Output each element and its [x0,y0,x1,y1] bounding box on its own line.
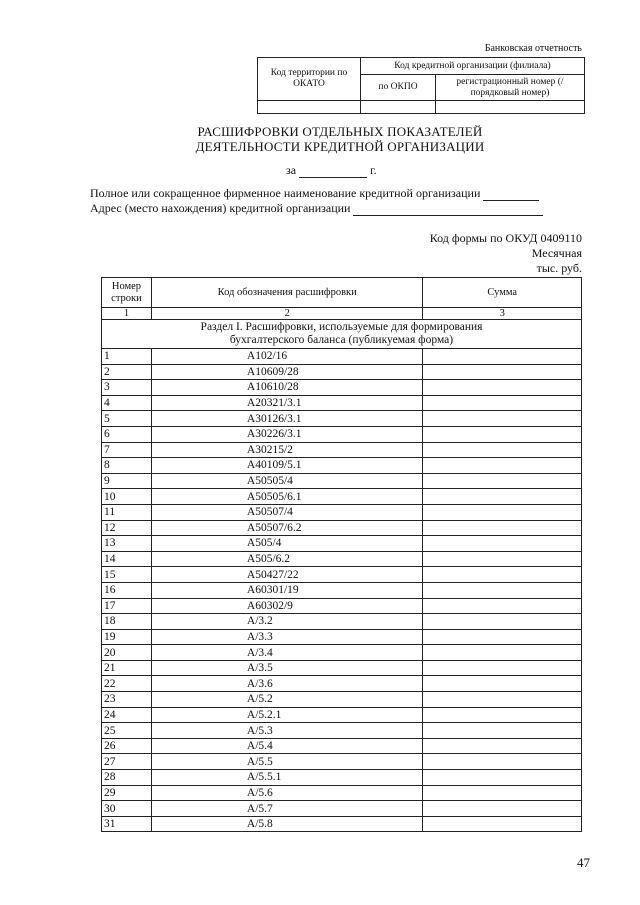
page-title-line1: РАСШИФРОВКИ ОТДЕЛЬНЫХ ПОКАЗАТЕЛЕЙ [197,124,483,139]
table-header-row [102,278,582,308]
row-amount-cell[interactable] [423,458,582,474]
section-title-line2: бухгалтерского баланса (публикуемая форма) [229,334,454,346]
row-code-cell: А30126/3.1 [151,411,423,427]
period-field[interactable] [299,177,367,178]
row-amount-cell[interactable] [423,442,582,458]
okpo-value-cell[interactable] [361,101,436,114]
table-row [102,395,582,411]
row-number-cell: 18 [102,614,152,630]
row-amount-cell[interactable] [423,489,582,505]
org-address-label: Адрес (место нахождения) кредитной организации [90,201,351,215]
row-amount-cell[interactable] [423,754,582,770]
row-code-cell: А/3.6 [151,676,423,692]
row-amount-cell[interactable] [423,723,582,739]
bank-reporting-label: Банковская отчетность [484,43,582,54]
row-number-cell: 24 [102,707,152,723]
row-code-cell: А/5.8 [151,816,423,832]
row-amount-cell[interactable] [423,504,582,520]
row-number-cell: 14 [102,551,152,567]
table-row [102,567,582,583]
org-name-line [90,186,539,201]
row-code-cell: А/5.6 [151,785,423,801]
row-code-cell: А10609/28 [151,364,423,380]
table-row [102,801,582,817]
page-title-line2: ДЕЯТЕЛЬНОСТИ КРЕДИТНОЙ ОРГАНИЗАЦИИ [195,139,485,154]
col-header-row-number: Номер строки [102,278,152,308]
credit-org-code-label: Код кредитной организации (филиала) [361,58,585,75]
period-prefix: за [286,163,297,177]
table-row [102,551,582,567]
row-amount-cell[interactable] [423,520,582,536]
table-row [102,489,582,505]
section-title-line1: Раздел I. Расшифровки, используемые для формирования [200,321,483,333]
row-amount-cell[interactable] [423,816,582,832]
row-code-cell: А/5.5 [151,754,423,770]
row-code-cell: А/5.2.1 [151,707,423,723]
row-number-cell: 2 [102,364,152,380]
row-code-cell: А30215/2 [151,442,423,458]
section-row [102,320,582,349]
row-number-cell: 17 [102,598,152,614]
row-number-cell: 11 [102,504,152,520]
form-period: Месячная [531,246,582,260]
okpo-label: по ОКПО [361,75,436,101]
row-code-cell: А50507/6.2 [151,520,423,536]
row-amount-cell[interactable] [423,582,582,598]
okud-code: Код формы по ОКУД 0409110 [429,231,582,245]
org-address-field[interactable] [353,215,543,216]
col-header-code: Код обозначения расшифровки [151,278,423,308]
table-row [102,660,582,676]
row-amount-cell[interactable] [423,364,582,380]
row-code-cell: А/5.4 [151,738,423,754]
table-row [102,442,582,458]
table-row [102,645,582,661]
row-code-cell: А50427/22 [151,567,423,583]
row-amount-cell[interactable] [423,614,582,630]
row-code-cell: А/5.7 [151,801,423,817]
section-title [102,320,582,349]
row-number-cell: 16 [102,582,152,598]
row-number-cell: 20 [102,645,152,661]
row-code-cell: А10610/28 [151,380,423,396]
form-units: тыс. руб. [536,261,582,275]
table-row [102,676,582,692]
table-row [102,380,582,396]
row-amount-cell[interactable] [423,473,582,489]
okato-label: Код территории по ОКАТО [258,58,361,101]
row-number-cell: 28 [102,770,152,786]
table-row [102,692,582,708]
table-row [102,411,582,427]
row-code-cell: А505/6.2 [151,551,423,567]
table-row [102,582,582,598]
table-row [102,629,582,645]
table-row [102,770,582,786]
header-codes-table [257,57,585,114]
row-amount-cell[interactable] [423,598,582,614]
row-code-cell: А20321/3.1 [151,395,423,411]
col-number-1: 1 [102,308,152,320]
row-code-cell: А/3.2 [151,614,423,630]
row-amount-cell[interactable] [423,660,582,676]
row-amount-cell[interactable] [423,380,582,396]
row-number-cell: 22 [102,676,152,692]
row-code-cell: А30226/3.1 [151,426,423,442]
row-amount-cell[interactable] [423,411,582,427]
table-row [102,738,582,754]
row-number-cell: 3 [102,380,152,396]
table-row [102,536,582,552]
table-row [102,785,582,801]
row-code-cell: А/5.2 [151,692,423,708]
row-number-cell: 4 [102,395,152,411]
row-code-cell: А60301/19 [151,582,423,598]
row-amount-cell[interactable] [423,395,582,411]
row-amount-cell[interactable] [423,770,582,786]
page-number: 47 [577,855,590,870]
okato-value-cell[interactable] [258,101,361,114]
row-number-cell: 12 [102,520,152,536]
col-number-3: 3 [423,308,582,320]
row-amount-cell[interactable] [423,645,582,661]
row-amount-cell[interactable] [423,551,582,567]
row-amount-cell[interactable] [423,629,582,645]
column-number-row [102,308,582,320]
reg-number-value-cell[interactable] [436,101,585,114]
row-number-cell: 26 [102,738,152,754]
row-number-cell: 25 [102,723,152,739]
row-code-cell: А102/16 [151,349,423,365]
row-code-cell: А50505/4 [151,473,423,489]
col-header-amount: Сумма [423,278,582,308]
row-amount-cell[interactable] [423,801,582,817]
reg-number-label: регистрационный номер (/порядковый номер) [436,75,585,101]
row-number-cell: 9 [102,473,152,489]
period-suffix: г. [370,163,377,177]
row-amount-cell[interactable] [423,676,582,692]
row-number-cell: 13 [102,536,152,552]
table-row [102,364,582,380]
table-row [102,598,582,614]
row-number-cell: 8 [102,458,152,474]
table-row [102,520,582,536]
row-code-cell: А/3.3 [151,629,423,645]
row-number-cell: 5 [102,411,152,427]
row-number-cell: 21 [102,660,152,676]
table-row [102,723,582,739]
row-amount-cell[interactable] [423,738,582,754]
row-number-cell: 10 [102,489,152,505]
row-amount-cell[interactable] [423,349,582,365]
row-number-cell: 23 [102,692,152,708]
table-row [102,504,582,520]
org-name-label: Полное или сокращенное фирменное наименование кредитной организации [90,186,481,200]
period-line [286,163,377,178]
table-row [102,349,582,365]
table-row [102,614,582,630]
row-code-cell: А/3.4 [151,645,423,661]
table-row [102,473,582,489]
row-code-cell: А60302/9 [151,598,423,614]
table-row [102,754,582,770]
row-number-cell: 31 [102,816,152,832]
row-code-cell: А/5.5.1 [151,770,423,786]
row-amount-cell[interactable] [423,536,582,552]
row-amount-cell[interactable] [423,707,582,723]
row-code-cell: А40109/5.1 [151,458,423,474]
row-code-cell: А50505/6.1 [151,489,423,505]
row-amount-cell[interactable] [423,567,582,583]
row-code-cell: А505/4 [151,536,423,552]
table-row [102,707,582,723]
table-row [102,458,582,474]
row-number-cell: 29 [102,785,152,801]
row-code-cell: А50507/4 [151,504,423,520]
row-amount-cell[interactable] [423,426,582,442]
table-row [102,816,582,832]
row-number-cell: 6 [102,426,152,442]
row-code-cell: А/3.5 [151,660,423,676]
row-code-cell: А/5.3 [151,723,423,739]
table-row [102,426,582,442]
row-amount-cell[interactable] [423,785,582,801]
col-number-2: 2 [151,308,423,320]
row-number-cell: 1 [102,349,152,365]
org-address-line [90,201,543,216]
row-number-cell: 7 [102,442,152,458]
row-amount-cell[interactable] [423,692,582,708]
row-number-cell: 19 [102,629,152,645]
breakdown-table [101,277,582,832]
row-number-cell: 30 [102,801,152,817]
row-number-cell: 15 [102,567,152,583]
row-number-cell: 27 [102,754,152,770]
